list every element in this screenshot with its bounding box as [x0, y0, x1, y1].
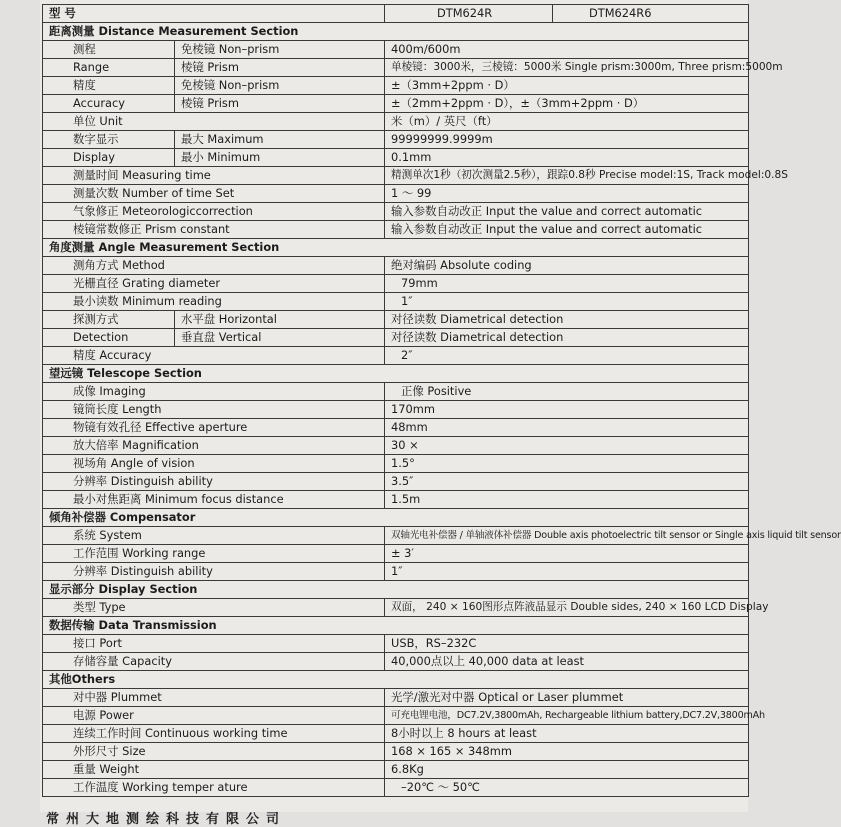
telescope-distinguish-value: 3.5″	[385, 473, 749, 491]
size-label: 外形尺寸 Size	[43, 743, 385, 761]
magnification-value: 30 ×	[385, 437, 749, 455]
model-dtm624r: DTM624R	[385, 5, 553, 23]
grating-label: 光栅直径 Grating diameter	[43, 275, 385, 293]
acc-prism-value: ±（2mm+2ppm · D），±（3mm+2ppm · D）	[385, 95, 749, 113]
table-row	[43, 545, 749, 563]
compensator-distinguish-value: 1″	[385, 563, 749, 581]
display-en-label: Display	[43, 149, 175, 167]
detection-en-label: Detection	[43, 329, 175, 347]
table-row	[43, 329, 749, 347]
table-row	[43, 635, 749, 653]
section-telescope	[43, 365, 749, 383]
focus-label: 最小对焦距离 Minimum focus distance	[43, 491, 385, 509]
prism-label: 棱镜 Prism	[175, 59, 385, 77]
meteo-label: 气象修正 Meteorologiccorrection	[43, 203, 385, 221]
minimum-value: 0.1mm	[385, 149, 749, 167]
table-row	[43, 311, 749, 329]
table-row	[43, 275, 749, 293]
table-row	[43, 419, 749, 437]
table-row	[43, 599, 749, 617]
compensator-distinguish-label: 分辨率 Distinguish ability	[43, 563, 385, 581]
table-row	[43, 59, 749, 77]
table-row	[43, 185, 749, 203]
table-row	[43, 203, 749, 221]
system-label: 系统 System	[43, 527, 385, 545]
aperture-label: 物镜有效孔径 Effective aperture	[43, 419, 385, 437]
display-cn-label: 数字显示	[43, 131, 175, 149]
capacity-value: 40,000点以上 40,000 data at least	[385, 653, 749, 671]
section-title: 望远镜 Telescope Section	[43, 365, 749, 383]
display-type-value: 双面， 240 × 160图形点阵液晶显示 Double sides, 240 × 160 LCD Display	[385, 599, 749, 617]
table-row	[43, 401, 749, 419]
table-row	[43, 131, 749, 149]
table-row	[43, 491, 749, 509]
vertical-value: 对径读数 Diametrical detection	[385, 329, 749, 347]
plummet-value: 光学/激光对中器 Optical or Laser plummet	[385, 689, 749, 707]
range-cn-label: 测程	[43, 41, 175, 59]
model-label: 型 号	[43, 5, 385, 23]
unit-value: 米（m）/ 英尺（ft）	[385, 113, 749, 131]
length-value: 170mm	[385, 401, 749, 419]
table-row	[43, 707, 749, 725]
table-row	[43, 743, 749, 761]
table-row	[43, 455, 749, 473]
range-en-label: Range	[43, 59, 175, 77]
length-label: 镜筒长度 Length	[43, 401, 385, 419]
plummet-label: 对中器 Plummet	[43, 689, 385, 707]
prism-value: 单棱镜：3000米，三棱镜：5000米 Single prism:3000m, Three prism:5000m	[385, 59, 749, 77]
port-value: USB，RS–232C	[385, 635, 749, 653]
min-reading-value: 1″	[385, 293, 749, 311]
section-distance	[43, 23, 749, 41]
horizontal-value: 对径读数 Diametrical detection	[385, 311, 749, 329]
port-label: 接口 Port	[43, 635, 385, 653]
working-time-label: 连续工作时间 Continuous working time	[43, 725, 385, 743]
prism-constant-value: 输入参数自动改正 Input the value and correct automatic	[385, 221, 749, 239]
telescope-distinguish-label: 分辨率 Distinguish ability	[43, 473, 385, 491]
vision-label: 视场角 Angle of vision	[43, 455, 385, 473]
section-display	[43, 581, 749, 599]
table-row	[43, 779, 749, 797]
display-type-label: 类型 Type	[43, 599, 385, 617]
temperature-label: 工作温度 Working temper ature	[43, 779, 385, 797]
table-row	[43, 761, 749, 779]
company-name: 常州大地测绘科技有限公司	[46, 812, 287, 827]
measuring-time-label: 测量时间 Measuring time	[43, 167, 385, 185]
model-header-row	[43, 5, 749, 23]
size-value: 168 × 165 × 348mm	[385, 743, 749, 761]
section-title: 显示部分 Display Section	[43, 581, 749, 599]
aperture-value: 48mm	[385, 419, 749, 437]
maximum-label: 最大 Maximum	[175, 131, 385, 149]
section-title: 角度测量 Angle Measurement Section	[43, 239, 749, 257]
vision-value: 1.5°	[385, 455, 749, 473]
power-label: 电源 Power	[43, 707, 385, 725]
table-row	[43, 113, 749, 131]
table-row	[43, 95, 749, 113]
table-row	[43, 563, 749, 581]
angle-accuracy-label: 精度 Accuracy	[43, 347, 385, 365]
section-title: 其他Others	[43, 671, 749, 689]
table-row	[43, 689, 749, 707]
imaging-value: 正像 Positive	[385, 383, 749, 401]
time-set-label: 测量次数 Number of time Set	[43, 185, 385, 203]
accuracy-cn-label: 精度	[43, 77, 175, 95]
method-label: 测角方式 Method	[43, 257, 385, 275]
section-angle	[43, 239, 749, 257]
section-title: 距离测量 Distance Measurement Section	[43, 23, 749, 41]
magnification-label: 放大倍率 Magnification	[43, 437, 385, 455]
section-title: 数据传输 Data Transmission	[43, 617, 749, 635]
minimum-label: 最小 Minimum	[175, 149, 385, 167]
table-row	[43, 149, 749, 167]
working-range-label: 工作范围 Working range	[43, 545, 385, 563]
table-row	[43, 437, 749, 455]
grating-value: 79mm	[385, 275, 749, 293]
table-row	[43, 347, 749, 365]
table-row	[43, 77, 749, 95]
table-row	[43, 221, 749, 239]
power-value: 可充电锂电池，DC7.2V,3800mAh, Rechargeable lithium battery,DC7.2V,3800mAh	[385, 707, 749, 725]
nonprism-label: 免棱镜 Non–prism	[175, 41, 385, 59]
angle-accuracy-value: 2″	[385, 347, 749, 365]
weight-label: 重量 Weight	[43, 761, 385, 779]
focus-value: 1.5m	[385, 491, 749, 509]
table-row	[43, 473, 749, 491]
table-row	[43, 383, 749, 401]
prism-constant-label: 棱镜常数修正 Prism constant	[43, 221, 385, 239]
table-row	[43, 527, 749, 545]
acc-nonprism-value: ±（3mm+2ppm · D）	[385, 77, 749, 95]
capacity-label: 存储容量 Capacity	[43, 653, 385, 671]
acc-prism-label: 棱镜 Prism	[175, 95, 385, 113]
weight-value: 6.8Kg	[385, 761, 749, 779]
working-range-value: ± 3′	[385, 545, 749, 563]
detection-cn-label: 探测方式	[43, 311, 175, 329]
table-row	[43, 653, 749, 671]
vertical-label: 垂直盘 Vertical	[175, 329, 385, 347]
meteo-value: 输入参数自动改正 Input the value and correct automatic	[385, 203, 749, 221]
time-set-value: 1 ～ 99	[385, 185, 749, 203]
accuracy-en-label: Accuracy	[43, 95, 175, 113]
table-row	[43, 41, 749, 59]
system-value: 双轴光电补偿器 / 单轴液体补偿器 Double axis photoelectric tilt sensor or Single axis liquid tilt sensor	[385, 527, 749, 545]
section-others	[43, 671, 749, 689]
method-value: 绝对编码 Absolute coding	[385, 257, 749, 275]
unit-label: 单位 Unit	[43, 113, 385, 131]
working-time-value: 8小时以上 8 hours at least	[385, 725, 749, 743]
specification-table	[42, 4, 841, 797]
horizontal-label: 水平盘 Horizontal	[175, 311, 385, 329]
temperature-value: –20℃ ～ 50℃	[385, 779, 749, 797]
model-dtm624r6: DTM624R6	[553, 5, 749, 23]
imaging-label: 成像 Imaging	[43, 383, 385, 401]
min-reading-label: 最小读数 Minimum reading	[43, 293, 385, 311]
table-row	[43, 293, 749, 311]
measuring-time-value: 精测单次1秒（初次测量2.5秒），跟踪0.8秒 Precise model:1S, Track model:0.8S	[385, 167, 749, 185]
section-transmission	[43, 617, 749, 635]
section-title: 倾角补偿器 Compensator	[43, 509, 749, 527]
acc-nonprism-label: 免棱镜 Non–prism	[175, 77, 385, 95]
table-row	[43, 257, 749, 275]
nonprism-value: 400m/600m	[385, 41, 749, 59]
maximum-value: 99999999.9999m	[385, 131, 749, 149]
table-row	[43, 167, 749, 185]
section-compensator	[43, 509, 749, 527]
table-row	[43, 725, 749, 743]
